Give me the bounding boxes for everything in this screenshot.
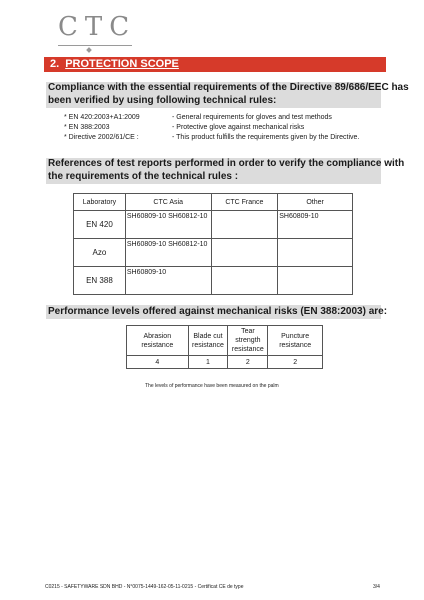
footer-text: C0215 - SAFETYWARE SDN BHD - N°0075-1449-162-05-11-0215 - Certificat CE de type: [45, 584, 244, 590]
performance-levels-table: [126, 325, 323, 369]
rule-desc: - Protective glove against mechanical risks: [172, 124, 305, 131]
other-cell: [278, 267, 353, 295]
lab-cell: EN 388: [74, 267, 126, 295]
ctc-france-cell: [211, 267, 278, 295]
rule-code: * EN 420:2003+A1:2009: [64, 114, 140, 121]
section-number: 2.: [50, 58, 60, 70]
performance-note: The levels of performance have been measured on the palm: [145, 383, 279, 389]
table-row: [74, 267, 353, 295]
blade-cut-value: 1: [188, 356, 228, 369]
puncture-value: 2: [268, 356, 323, 369]
lab-cell: Azo: [74, 239, 126, 267]
column-header: Laboratory: [74, 194, 126, 211]
column-header: CTC France: [211, 194, 278, 211]
column-header: Blade cut resistance: [188, 326, 228, 356]
ctc-france-cell: [211, 239, 278, 267]
other-cell: [278, 239, 353, 267]
ctc-asia-cell: SH60809-10: [125, 267, 211, 295]
rule-row: [64, 113, 384, 123]
references-heading-line2: the requirements of the technical rules :: [48, 170, 239, 182]
lab-cell: EN 420: [74, 211, 126, 239]
rule-row: [64, 133, 384, 143]
rule-row: [64, 123, 384, 133]
table-header-row: [74, 194, 353, 211]
compliance-heading-line1: Compliance with the essential requirements of the Directive 89/686/EEC has: [48, 82, 409, 93]
other-cell: SH60809-10: [278, 211, 353, 239]
logo-text: CTC: [58, 12, 137, 42]
column-header: Tear strength resistance: [228, 326, 268, 356]
logo-dot-icon: [86, 47, 92, 53]
table-row: [74, 211, 353, 239]
rule-desc: - This product fulfills the requirements given by the Directive.: [172, 134, 360, 141]
section-title-text: PROTECTION SCOPE: [65, 58, 179, 70]
table-row: [74, 239, 353, 267]
column-header: Abrasion resistance: [127, 326, 189, 356]
table-header-row: [127, 326, 323, 356]
column-header: CTC Asia: [125, 194, 211, 211]
tear-strength-value: 2: [228, 356, 268, 369]
compliance-heading: [48, 82, 409, 107]
rule-code: * EN 388:2003: [64, 124, 110, 131]
logo-underline: [58, 45, 132, 46]
performance-heading: Performance levels offered against mechanical risks (EN 388:2003) are:: [48, 306, 388, 317]
references-heading: [48, 158, 404, 183]
page-number: 3/4: [373, 584, 380, 590]
ctc-asia-cell: SH60809-10 SH60812-10: [125, 211, 211, 239]
ctc-logo: [58, 12, 138, 52]
ctc-asia-cell: SH60809-10 SH60812-10: [125, 239, 211, 267]
rule-desc: - General requirements for gloves and test methods: [172, 114, 332, 121]
references-heading-line1: References of test reports performed in order to verify the compliance with: [48, 158, 405, 169]
rule-code: * Directive 2002/61/CE :: [64, 134, 139, 141]
abrasion-value: 4: [127, 356, 189, 369]
ctc-france-cell: [211, 211, 278, 239]
column-header: Other: [278, 194, 353, 211]
column-header: Puncture resistance: [268, 326, 323, 356]
section-title: [50, 58, 179, 70]
technical-rules-list: [64, 113, 384, 143]
table-row: [127, 356, 323, 369]
compliance-heading-line2: been verified by using following technical rules:: [48, 94, 277, 106]
section-header: [44, 57, 386, 72]
test-reports-table: [73, 193, 353, 295]
